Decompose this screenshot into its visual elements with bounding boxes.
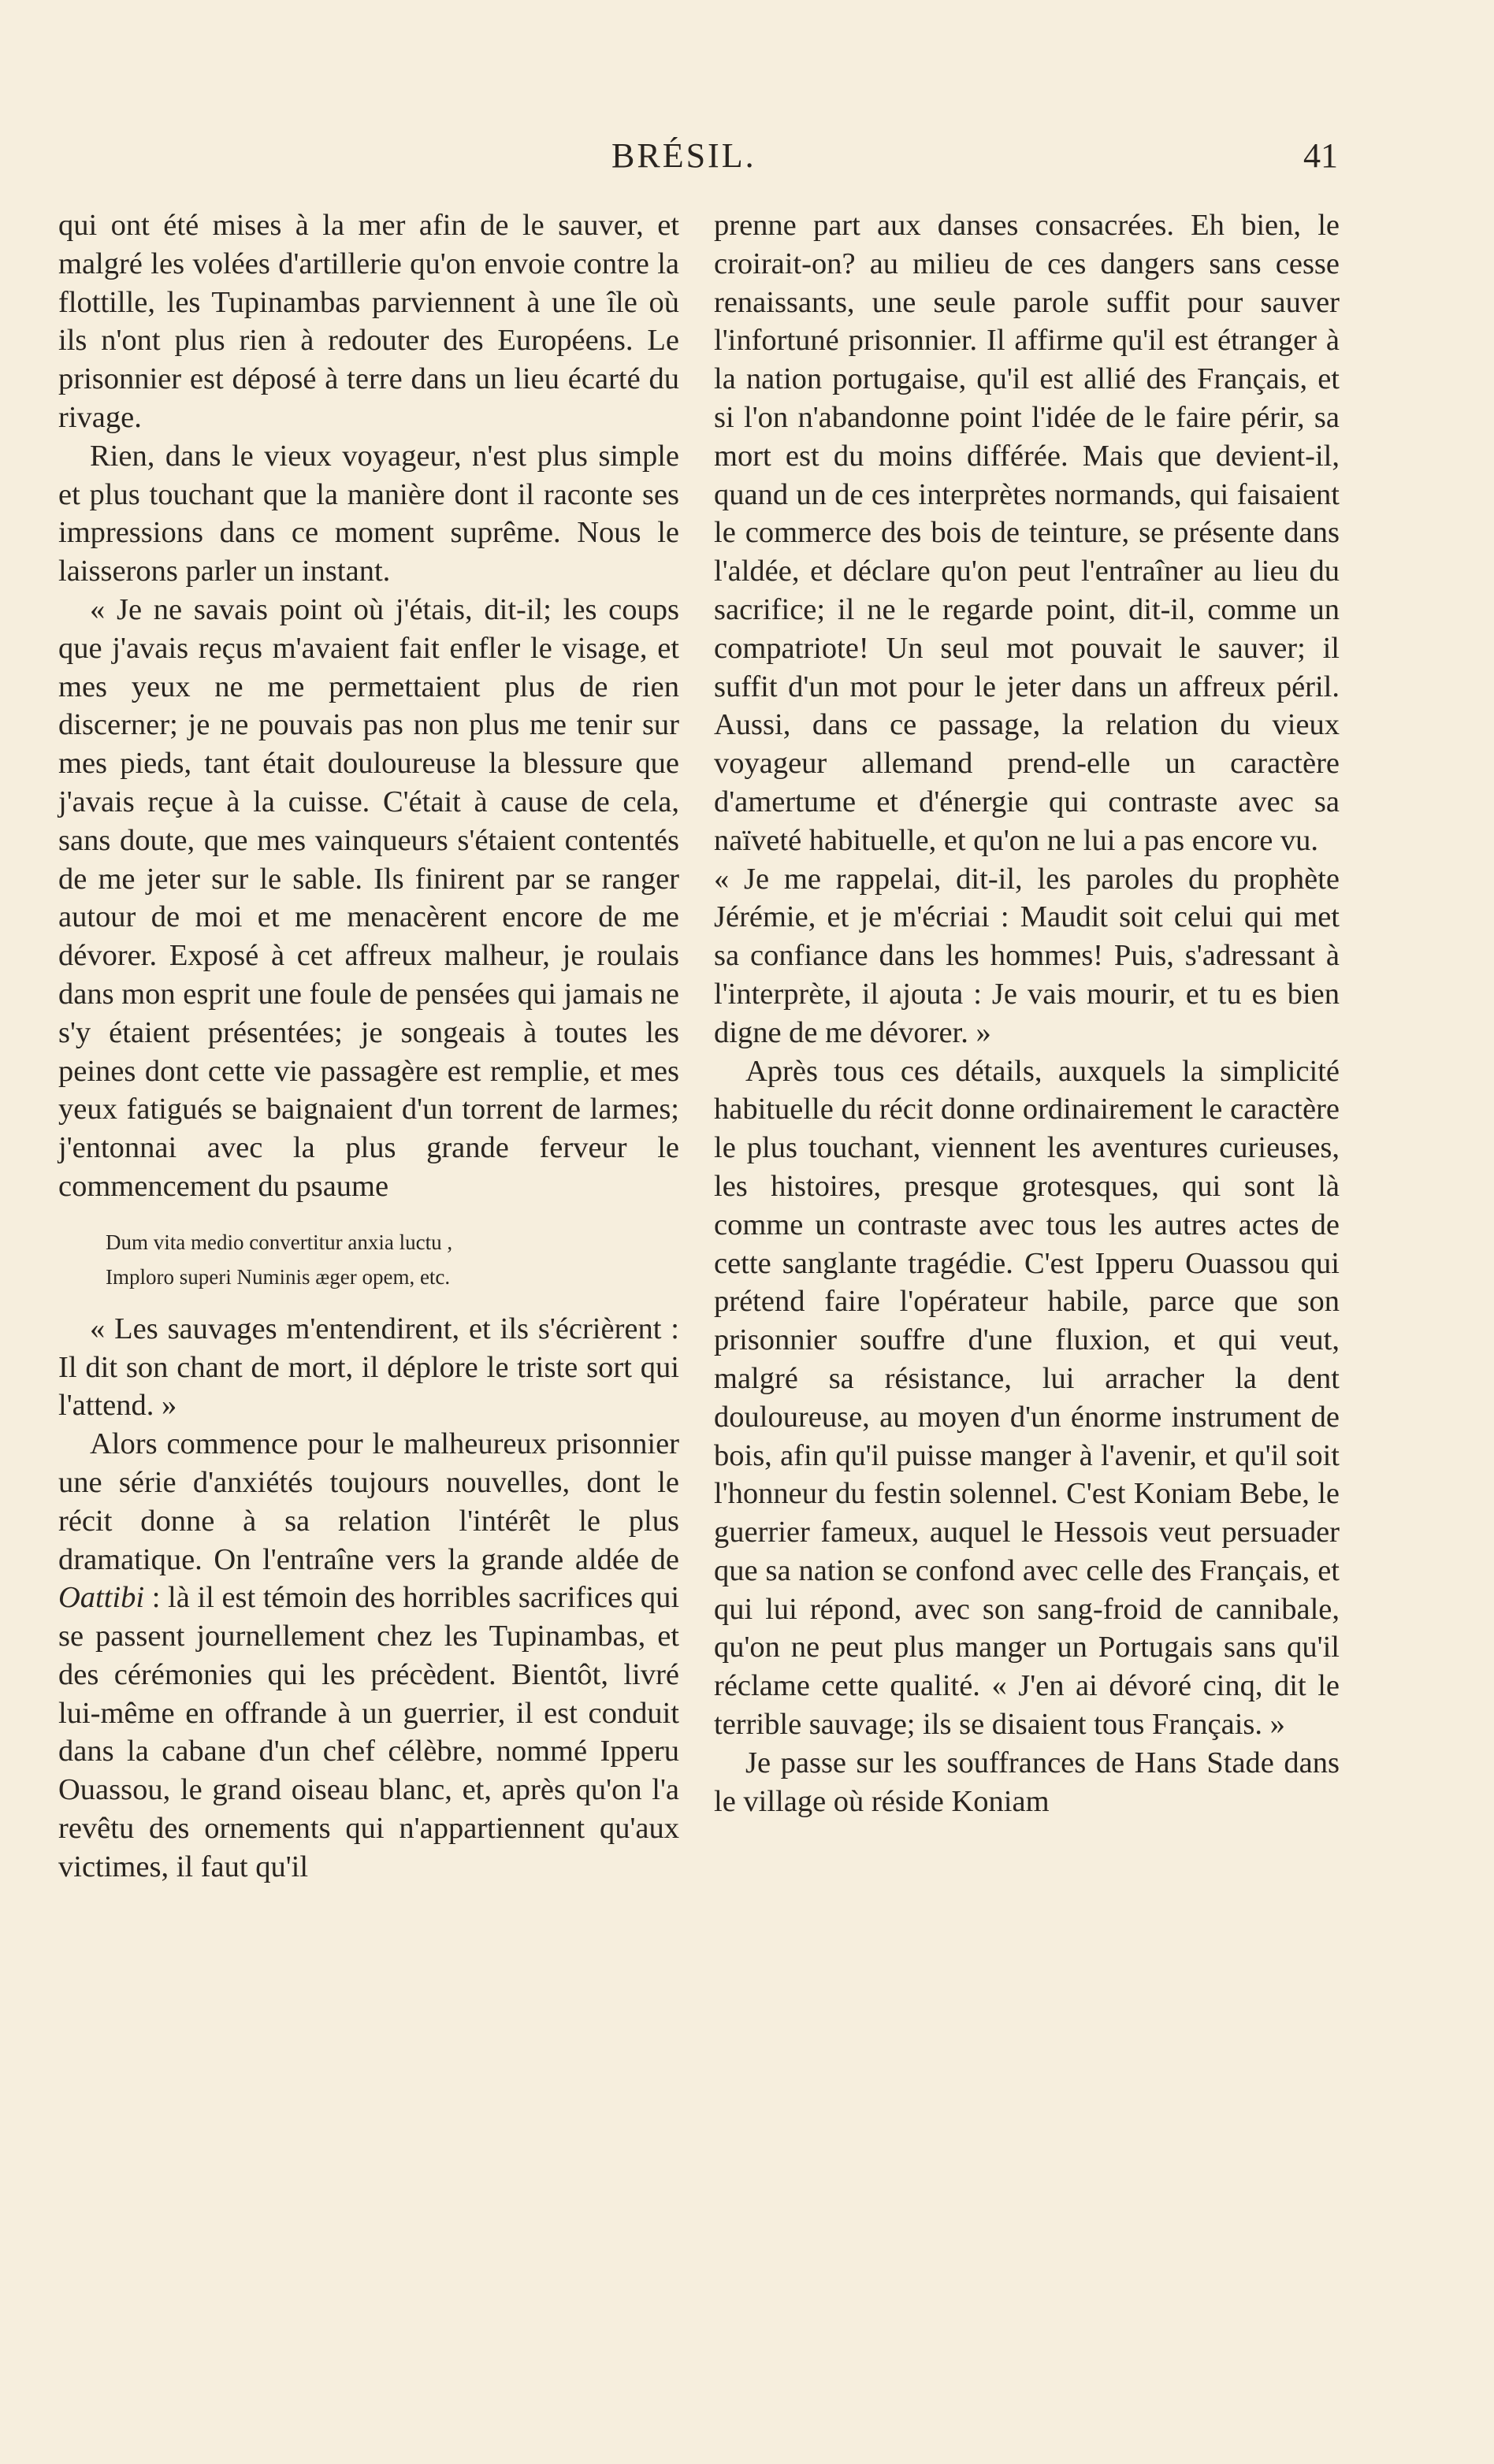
paragraph: qui ont été mises à la mer afin de le sauver, et malgré les volées d'artillerie qu'on envoie contre la flottille, les Tupinambas parviennent à une île où ils n'ont plus rien à redouter des Européens. Le prisonnier est déposé à terre dans un lieu écarté du rivage. [58,209,679,434]
left-column [58,206,679,1887]
quotation-paragraph: « Je me rappelai, dit-il, les paroles du prophète Jérémie, et je m'écriai : Maudit soit celui qui met sa confiance dans les hommes! Puis, s'adressant à l'interprète, il ajouta : Je vais mourir, et tu es bien digne de me dévorer. » [714,862,1340,1049]
text-span: : là il est témoin des horribles sacrifices qui se passent journellement chez les Tupinambas, et des cérémonies qui les précèdent. Bientôt, livré lui-même en offrande à un guerrier, il est conduit dans la cabane d'un chef célèbre, nommé Ipperu Ouassou, le grand oiseau blanc, et, après qu'on l'a revêtu des ornements qui n'appartiennent qu'aux victimes, il faut qu'il [58,1581,680,1883]
running-header [0,132,1494,180]
quotation-paragraph: « Les sauvages m'entendirent, et ils s'écrièrent : Il dit son chant de mort, il déplore le triste sort qui l'attend. » [58,1312,679,1423]
latin-verse [58,1225,679,1294]
page-number: 41 [1303,136,1338,175]
verse-line: Imploro superi Numinis æger opem, etc. [106,1264,451,1289]
right-column [714,206,1340,1820]
paragraph: Je passe sur les souffrances de Hans Stade dans le village où réside Koniam [714,1746,1340,1818]
paragraph: prenne part aux danses consacrées. Eh bien, le croirait-on? au milieu de ces dangers sans cesse renaissants, une seule parole suffit pour sauver l'infortuné prisonnier. Il affirme qu'il est étranger à la nation portugaise, qu'il est allié des Français, et si l'on n'abandonne point l'idée de le faire périr, sa mort est du moins différée. Mais que devient-il, quand un de ces interprètes normands, qui faisaient le commerce des bois de teinture, se présente dans l'aldée, et déclare qu'on peut l'entraîner au lieu du sacrifice; il ne le regarde point, dit-il, comme un compatriote! Un seul mot pouvait le sauver; il suffit d'un mot pour le jeter dans un affreux péril. Aussi, dans ce passage, la relation du vieux voyageur allemand prend-elle un caractère d'amertume et d'énergie qui contraste avec sa naïveté habituelle, et qu'on ne lui a pas encore vu. [714,209,1340,857]
quotation-paragraph: « Je ne savais point où j'étais, dit-il; les coups que j'avais reçus m'avaient fait enfler le visage, et mes yeux ne me permettaient plus de rien discerner; je ne pouvais pas non plus me tenir sur mes pieds, tant était douloureuse la blessure que j'avais reçue à la cuisse. C'était à cause de cela, sans doute, que mes vainqueurs s'étaient contentés de me jeter sur le sable. Ils finirent par se ranger autour de moi et me menacèrent encore de me dévorer. Exposé à cet affreux malheur, je roulais dans mon esprit une foule de pensées qui jamais ne s'y étaient présentées; je songeais à toutes les peines dont cette vie passagère est remplie, et mes yeux fatigués se baignaient d'un torrent de larmes; j'entonnai avec la plus grande ferveur le commencement du psaume [58,592,679,1203]
running-title: BRÉSIL. [611,136,756,175]
verse-line: Dum vita medio convertitur anxia luctu , [106,1230,453,1254]
paragraph: Rien, dans le vieux voyageur, n'est plus simple et plus touchant que la manière dont il raconte ses impressions dans ce moment suprême. Nous le laisserons parler un instant. [58,439,679,588]
place-name-italic: Oattibi [58,1581,145,1615]
paragraph [58,1425,679,1887]
paragraph: Après tous ces détails, auxquels la simplicité habituelle du récit donne ordinairement le caractère le plus touchant, viennent les aventures curieuses, les histoires, presque grotesques, qui sont là comme un contraste avec tous les autres actes de cette sanglante tragédie. C'est Ipperu Ouassou qui prétend faire l'opérateur habile, parce que son prisonnier souffre d'une fluxion, et qui veut, malgré sa résistance, lui arracher la dent douloureuse, au moyen d'un énorme instrument de bois, afin qu'il puisse manger à l'avenir, et qu'il soit l'honneur du festin solennel. C'est Koniam Bebe, le guerrier fameux, auquel le Hessois veut persuader que sa nation se confond avec celle des Français, et qui lui répond, avec son sang-froid de cannibale, qu'on ne peut plus manger un Portugais sans qu'il réclame cette qualité. « J'en ai dévoré cinq, dit le terrible sauvage; ils se disaient tous Français. » [714,1054,1340,1742]
text-span: Alors commence pour le malheureux prisonnier une série d'anxiétés toujours nouvelles, dont le récit donne à sa relation l'intérêt le plus dramatique. On l'entraîne vers la grande aldée de [58,1427,679,1576]
